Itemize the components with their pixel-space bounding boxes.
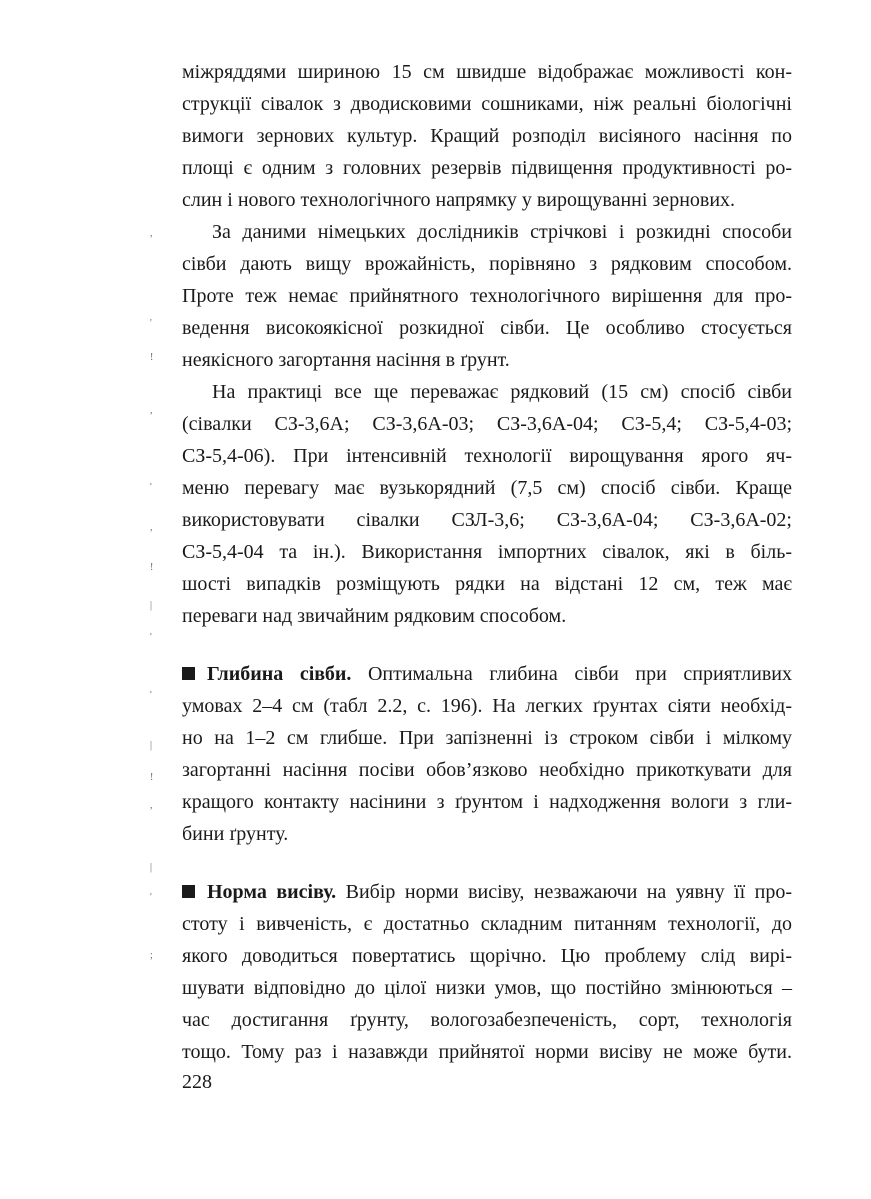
text-line: загортанні насіння посіви обов’язково необхідно прикоткувати для	[182, 759, 792, 781]
text-line: меню перевагу має вузькорядний (7,5 см) спосіб сівби. Краще	[182, 477, 792, 499]
page-number: 228	[182, 1071, 212, 1093]
margin-mark: |	[150, 740, 153, 751]
section-rate-first-line	[182, 878, 792, 906]
text-fragment: Вибір норми висіву, незважаючи на уявну її про-	[336, 881, 792, 903]
margin-mark: |	[150, 600, 153, 611]
text-line: вимоги зернових культур. Кращий розподіл висіяного насіння по	[182, 125, 792, 147]
margin-mark: '	[150, 318, 152, 329]
margin-mark: ;	[150, 950, 153, 961]
text-line: використовувати сівалки СЗЛ-3,6; СЗ-3,6А-04; СЗ-3,6А-02;	[182, 509, 792, 531]
margin-mark: '	[150, 632, 152, 643]
text-line: неякісного загортання насіння в ґрунт.	[182, 349, 510, 371]
margin-mark: '	[150, 690, 152, 701]
margin-mark: '	[150, 482, 152, 493]
text-fragment: Оптимальна глибина сівби при сприятливих	[351, 663, 792, 685]
text-line: На практиці все ще переважає рядковий (15 см) спосіб сівби	[212, 381, 792, 403]
text-line: шості випадків розміщують рядки на відстані 12 см, теж має	[182, 573, 792, 595]
text-line: За даними німецьких дослідників стрічкові і розкидні способи	[212, 221, 792, 243]
text-line: шувати відповідно до цілої низки умов, що постійно змінюються –	[182, 977, 792, 999]
text-line: тощо. Тому раз і назавжди прийнятої норми висіву не може бути.	[182, 1041, 792, 1063]
text-line: СЗ-5,4-06). При інтенсивній технології вирощування ярого яч-	[182, 445, 792, 467]
margin-mark: ,	[150, 228, 153, 239]
margin-mark: |	[150, 862, 153, 873]
text-line: умовах 2–4 см (табл 2.2, с. 196). На легких ґрунтах сіяти необхід-	[182, 695, 792, 717]
section-depth-first-line	[182, 660, 792, 688]
margin-mark: ,	[150, 405, 153, 416]
bullet-square-icon	[182, 885, 195, 898]
text-line: бини ґрунту.	[182, 823, 289, 845]
text-line: кращого контакту насінини з ґрунтом і надходження вологи з гли-	[182, 791, 792, 813]
bullet-square-icon	[182, 667, 195, 680]
text-line: но на 1–2 см глибше. При запізненні із строком сівби і мілкому	[182, 727, 792, 749]
margin-scan-marks	[150, 0, 166, 1000]
margin-mark: ,	[150, 522, 153, 533]
text-line: (сівалки СЗ-3,6А; СЗ-3,6А-03; СЗ-3,6А-04; СЗ-5,4; СЗ-5,4-03;	[182, 413, 792, 435]
text-line: Проте теж немає прийнятного технологічного вирішення для про-	[182, 285, 792, 307]
text-line: струкції сівалок з дводисковими сошниками, ніж реальні біологічні	[182, 93, 792, 115]
text-line: площі є одним з головних резервів підвищення продуктивності ро-	[182, 157, 792, 179]
section-heading-depth: Глибина сівби.	[207, 663, 352, 685]
margin-mark: '	[150, 892, 152, 903]
margin-mark: !	[150, 562, 154, 573]
text-line: слин і нового технологічного напрямку у вирощуванні зернових.	[182, 189, 736, 211]
text-line: переваги над звичайним рядковим способом.	[182, 605, 567, 627]
text-line: ведення високоякісної розкидної сівби. Це особливо стосується	[182, 317, 792, 339]
margin-mark: !	[150, 772, 154, 783]
text-line: сівби дають вищу врожайність, порівняно з рядковим способом.	[182, 253, 792, 275]
text-line: міжряддями шириною 15 см швидше відображає можливості кон-	[182, 61, 792, 83]
text-line: СЗ-5,4-04 та ін.). Використання імпортних сівалок, які в біль-	[182, 541, 792, 563]
section-heading-rate: Норма висіву.	[207, 881, 337, 903]
text-line: час достигання ґрунту, вологозабезпеченість, сорт, технологія	[182, 1009, 792, 1031]
margin-mark: !	[150, 352, 154, 363]
text-line: якого доводиться повертатись щорічно. Цю проблему слід вирі-	[182, 945, 792, 967]
text-line: стоту і вивченість, є достатньо складним питанням технології, до	[182, 913, 792, 935]
margin-mark: ,	[150, 800, 153, 811]
